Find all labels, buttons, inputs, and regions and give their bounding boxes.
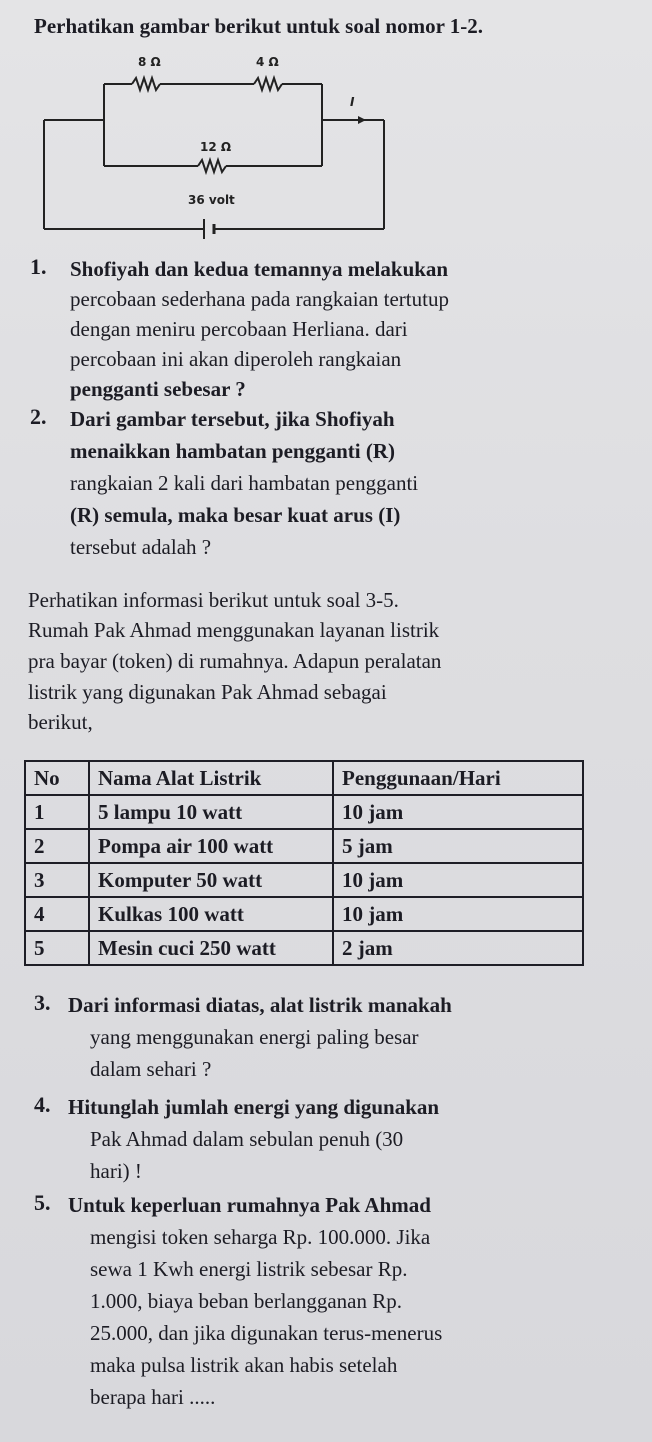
question-1-line: Shofiyah dan kedua temannya melakukan [70,257,449,281]
cell-no: 2 [25,829,89,863]
question-3-line: yang menggunakan energi paling besar [90,1025,419,1049]
question-5-line: maka pulsa listrik akan habis setelah [90,1353,398,1377]
question-5-line: sewa 1 Kwh energi listrik sebesar Rp. [90,1257,408,1281]
question-5-number: 5. [34,1190,51,1215]
resistor-8-ohm [132,78,160,90]
cell-appliance: 5 lampu 10 watt [89,795,333,829]
label-r3: 12 Ω [200,140,232,154]
label-source: 36 volt [188,193,235,207]
header-appliance: Nama Alat Listrik [89,761,333,795]
cell-appliance: Pompa air 100 watt [89,829,333,863]
header-usage: Penggunaan/Hari [333,761,583,795]
header-no: No [25,761,89,795]
cell-usage: 2 jam [333,931,583,965]
question-2-line: menaikkan hambatan pengganti (R) [70,439,395,463]
question-1-line: percobaan ini akan diperoleh rangkaian [70,347,402,371]
cell-usage: 5 jam [333,829,583,863]
question-5-line: mengisi token seharga Rp. 100.000. Jika [90,1225,431,1249]
question-2-line: rangkaian 2 kali dari hambatan pengganti [70,471,419,495]
question-5-line: 25.000, dan jika digunakan terus-menerus [90,1321,443,1345]
label-r2: 4 Ω [256,55,279,69]
cell-appliance: Mesin cuci 250 watt [89,931,333,965]
question-4-line: Pak Ahmad dalam sebulan penuh (30 [90,1127,404,1151]
resistor-12-ohm [198,160,226,172]
cell-appliance: Kulkas 100 watt [89,897,333,931]
cell-no: 4 [25,897,89,931]
info-line: listrik yang digunakan Pak Ahmad sebagai [28,680,387,704]
circuit-diagram [40,36,400,251]
label-current: I [350,95,355,109]
table-row [25,795,583,829]
table-header-row [25,761,583,795]
question-3-line: dalam sehari ? [90,1057,212,1081]
cell-usage: 10 jam [333,795,583,829]
info-heading: Perhatikan informasi berikut untuk soal 3-5. [28,588,399,612]
cell-usage: 10 jam [333,897,583,931]
cell-no: 1 [25,795,89,829]
cell-no: 3 [25,863,89,897]
question-2-line: tersebut adalah ? [70,535,212,559]
question-5-line: Untuk keperluan rumahnya Pak Ahmad [68,1193,431,1217]
question-5-line: 1.000, biaya beban berlangganan Rp. [90,1289,402,1313]
question-2-number: 2. [30,404,47,429]
question-1-number: 1. [30,254,47,279]
question-1-line: pengganti sebesar ? [70,377,246,401]
info-line: Rumah Pak Ahmad menggunakan layanan listrik [28,618,440,642]
cell-appliance: Komputer 50 watt [89,863,333,897]
current-arrow-icon [358,116,366,124]
table-row [25,931,583,965]
resistor-4-ohm [254,78,282,90]
question-1-line: percobaan sederhana pada rangkaian tertutup [70,287,449,311]
intro-text: Perhatikan gambar berikut untuk soal nomor 1-2. [34,14,484,38]
info-line: berikut, [28,710,93,734]
table-row [25,897,583,931]
question-5-line: berapa hari ..... [90,1385,216,1409]
table-row [25,863,583,897]
question-1-line: dengan meniru percobaan Herliana. dari [70,317,408,341]
table-row [25,829,583,863]
question-2-line: (R) semula, maka besar kuat arus (I) [70,503,401,527]
label-r1: 8 Ω [138,55,161,69]
question-4-number: 4. [34,1092,51,1117]
question-4-line: hari) ! [90,1159,142,1183]
question-3-number: 3. [34,990,51,1015]
appliance-table [24,760,584,966]
question-2-line: Dari gambar tersebut, jika Shofiyah [70,407,395,431]
cell-usage: 10 jam [333,863,583,897]
question-3-line: Dari informasi diatas, alat listrik manakah [68,993,452,1017]
info-line: pra bayar (token) di rumahnya. Adapun peralatan [28,649,442,673]
question-4-line: Hitunglah jumlah energi yang digunakan [68,1095,440,1119]
cell-no: 5 [25,931,89,965]
